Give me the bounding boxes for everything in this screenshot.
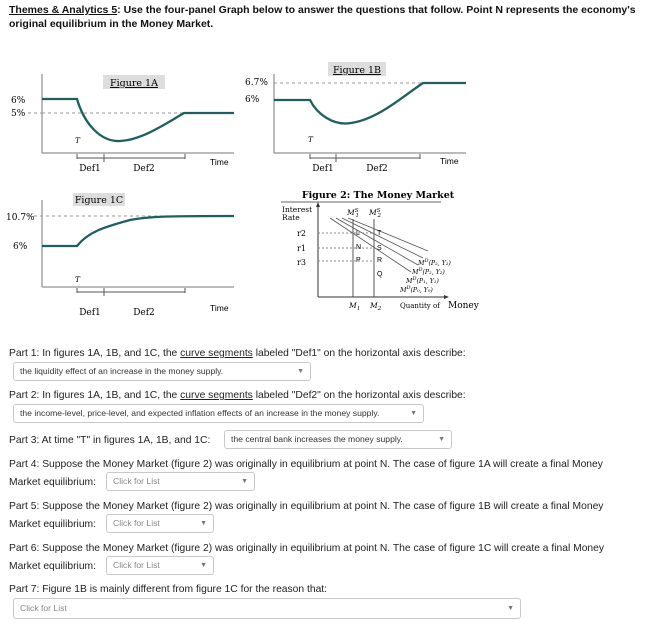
fig1a-y-high: 6% <box>11 96 26 106</box>
fig1b-def2: Def2 <box>366 164 388 174</box>
fig2-y-arrow <box>316 202 320 207</box>
fig2-m2-sub: 2 <box>377 306 382 312</box>
part3-dropdown[interactable] <box>224 430 452 449</box>
fig2-ms1-main: M <box>347 208 355 217</box>
part7-question: Part 7: Figure 1B is mainly different from figure 1C for the reason that: <box>9 584 328 595</box>
fig2-y-label-2: Rate <box>282 213 300 222</box>
part4-line2: Market equilibrium: <box>9 477 96 488</box>
fig2-x-arrow <box>444 295 449 299</box>
chevron-down-icon: ▼ <box>241 478 248 485</box>
part1-dropdown[interactable] <box>13 362 311 381</box>
fig2-point-s: S <box>377 245 382 252</box>
part6-line2: Market equilibrium: <box>9 561 96 572</box>
fig2-x-label-small: Quantity of <box>400 302 440 310</box>
fig1b-t-label: T <box>308 135 314 144</box>
part2-answer: the income-level, price-level, and expected inflation effects of an increase in the money supply. <box>20 408 380 418</box>
fig2-m1-main: M <box>349 301 357 310</box>
fig2-point-r: R <box>377 257 383 264</box>
fig2-m1-label <box>348 301 360 312</box>
fig2-point-l: L <box>356 230 360 237</box>
part1-question <box>9 347 466 361</box>
fig2-point-n: N <box>356 244 362 251</box>
header-label: Themes & Analytics 5 <box>9 4 118 16</box>
part2-underlined: curve segments <box>180 390 253 401</box>
chevron-down-icon: ▼ <box>200 520 207 527</box>
part2-pre: Part 2: In figures 1A, 1B, and 1C, the <box>9 390 181 401</box>
fig1c-x-label: Time <box>210 303 229 313</box>
fig1c-curve <box>42 216 234 246</box>
part7-placeholder: Click for List <box>20 603 67 613</box>
fig2-md1-label <box>417 258 451 267</box>
fig2-md2-args: (P₂, Y₂) <box>422 269 445 276</box>
figure-2-money-market <box>278 186 488 316</box>
fig1b-y-low: 6% <box>245 95 260 105</box>
part4-placeholder: Click for List <box>113 476 160 486</box>
fig2-md4-sup: D <box>406 285 411 291</box>
chevron-down-icon: ▼ <box>297 368 304 375</box>
fig1b-title: Figure 1B <box>332 65 382 76</box>
part1-post: labeled "Def1" on the horizontal axis describe: <box>252 348 466 359</box>
fig1a-t-label: T <box>75 136 81 145</box>
fig2-point-t: T <box>377 230 382 237</box>
part6-dropdown[interactable] <box>106 556 214 575</box>
fig2-md1-main: M <box>418 260 425 267</box>
fig2-md4-label <box>399 285 433 294</box>
fig2-md4-line <box>330 218 411 272</box>
part2-dropdown[interactable] <box>13 404 424 423</box>
fig1c-def1: Def1 <box>79 308 101 318</box>
fig2-md2-sup: D <box>418 267 423 273</box>
fig1b-curve <box>274 83 466 123</box>
fig2-ms1-sub: 1 <box>355 213 359 219</box>
part2-post: labeled "Def2" on the horizontal axis describe: <box>252 390 466 401</box>
figure-1c <box>0 190 245 320</box>
fig2-md2-main: M <box>412 269 419 276</box>
fig2-md4-main: M <box>400 287 407 294</box>
fig2-md3-args: (P₁, Y₁) <box>416 278 439 285</box>
fig1c-brace <box>77 288 185 296</box>
fig2-r1: r1 <box>297 244 306 253</box>
fig1c-title: Figure 1C <box>74 195 124 206</box>
part5-line2: Market equilibrium: <box>9 519 96 530</box>
part6-line1: Part 6: Suppose the Money Market (figure 2) was originally in equilibrium at point N. The case of figure 1C will create a final Money <box>9 543 605 554</box>
part5-dropdown[interactable] <box>106 514 214 533</box>
chevron-down-icon: ▼ <box>410 410 417 417</box>
part5-placeholder: Click for List <box>113 518 160 528</box>
fig2-md1-args: (P₂, Y₂) <box>428 260 451 267</box>
chevron-down-icon: ▼ <box>438 436 445 443</box>
fig2-md2-label <box>411 267 445 276</box>
fig2-r3: r3 <box>297 258 306 267</box>
fig2-r2: r2 <box>297 229 306 238</box>
header-text: : Use the four-panel Graph below to answer the questions that follow. Point N represents the economy's original equilibrium in the Money Market. <box>9 4 636 30</box>
part1-underlined: curve segments <box>180 348 253 359</box>
part2-question <box>9 389 466 403</box>
part1-answer: the liquidity effect of an increase in the money supply. <box>20 366 224 376</box>
fig2-y-label-1: Interest <box>282 205 313 214</box>
fig2-md1-sup: D <box>424 258 429 264</box>
chevron-down-icon: ▼ <box>507 605 514 612</box>
part4-dropdown[interactable] <box>106 472 255 491</box>
fig2-ms1-sup: S <box>354 208 359 214</box>
fig1c-y-high: 10.7% <box>6 213 35 223</box>
part7-dropdown[interactable] <box>13 598 521 619</box>
part3-answer: the central bank increases the money supply. <box>231 434 403 444</box>
part4-line1: Part 4: Suppose the Money Market (figure 2) was originally in equilibrium at point N. The case of figure 1A will create a final Money <box>9 459 603 470</box>
fig2-md3-label <box>405 276 439 285</box>
part3-question: Part 3: At time "T" in figures 1A, 1B, and 1C: <box>9 435 211 446</box>
fig2-m1-sub: 1 <box>356 306 361 312</box>
fig2-md3-main: M <box>406 278 413 285</box>
question-header <box>9 3 639 31</box>
fig1b-def1: Def1 <box>312 164 334 174</box>
fig2-ms2-sup: S <box>376 208 381 214</box>
fig2-m2-main: M <box>370 301 378 310</box>
fig2-point-p: P <box>356 257 361 264</box>
fig1b-brace <box>310 154 420 162</box>
fig1a-x-label: Time <box>210 157 229 167</box>
fig2-ms2-sub: 2 <box>377 213 381 219</box>
figure-1b <box>240 60 470 180</box>
fig2-md4-args: (P₀, Y₀) <box>410 287 433 294</box>
fig2-ms2-label <box>368 208 381 219</box>
fig2-ms2-main: M <box>369 208 377 217</box>
fig1a-def2: Def2 <box>133 164 155 174</box>
fig1c-t-label: T <box>75 275 81 284</box>
fig2-point-q: Q <box>377 271 383 278</box>
part5-line1: Part 5: Suppose the Money Market (figure 2) was originally in equilibrium at point N. The case of figure 1B will create a final Money <box>9 501 604 512</box>
fig2-m2-label <box>369 301 382 312</box>
chevron-down-icon: ▼ <box>200 562 207 569</box>
fig2-md2-line <box>342 218 423 258</box>
fig2-title: Figure 2: The Money Market <box>301 190 455 201</box>
figure-1a <box>0 60 245 180</box>
fig2-x-label-big: Money <box>448 301 479 311</box>
fig1a-curve <box>42 99 234 141</box>
fig1c-y-low: 6% <box>13 242 28 252</box>
fig1a-title: Figure 1A <box>110 78 158 89</box>
fig1b-x-label: Time <box>440 156 459 166</box>
part6-placeholder: Click for List <box>113 560 160 570</box>
fig2-ms1-label <box>346 208 359 219</box>
part1-pre: Part 1: In figures 1A, 1B, and 1C, the <box>9 348 181 359</box>
fig1c-def2: Def2 <box>133 308 155 318</box>
fig1b-y-high: 6.7% <box>245 78 268 88</box>
fig2-md3-sup: D <box>412 276 417 282</box>
fig1a-brace <box>77 154 185 162</box>
fig1a-y-low: 5% <box>11 109 26 119</box>
fig1a-def1: Def1 <box>79 164 101 174</box>
